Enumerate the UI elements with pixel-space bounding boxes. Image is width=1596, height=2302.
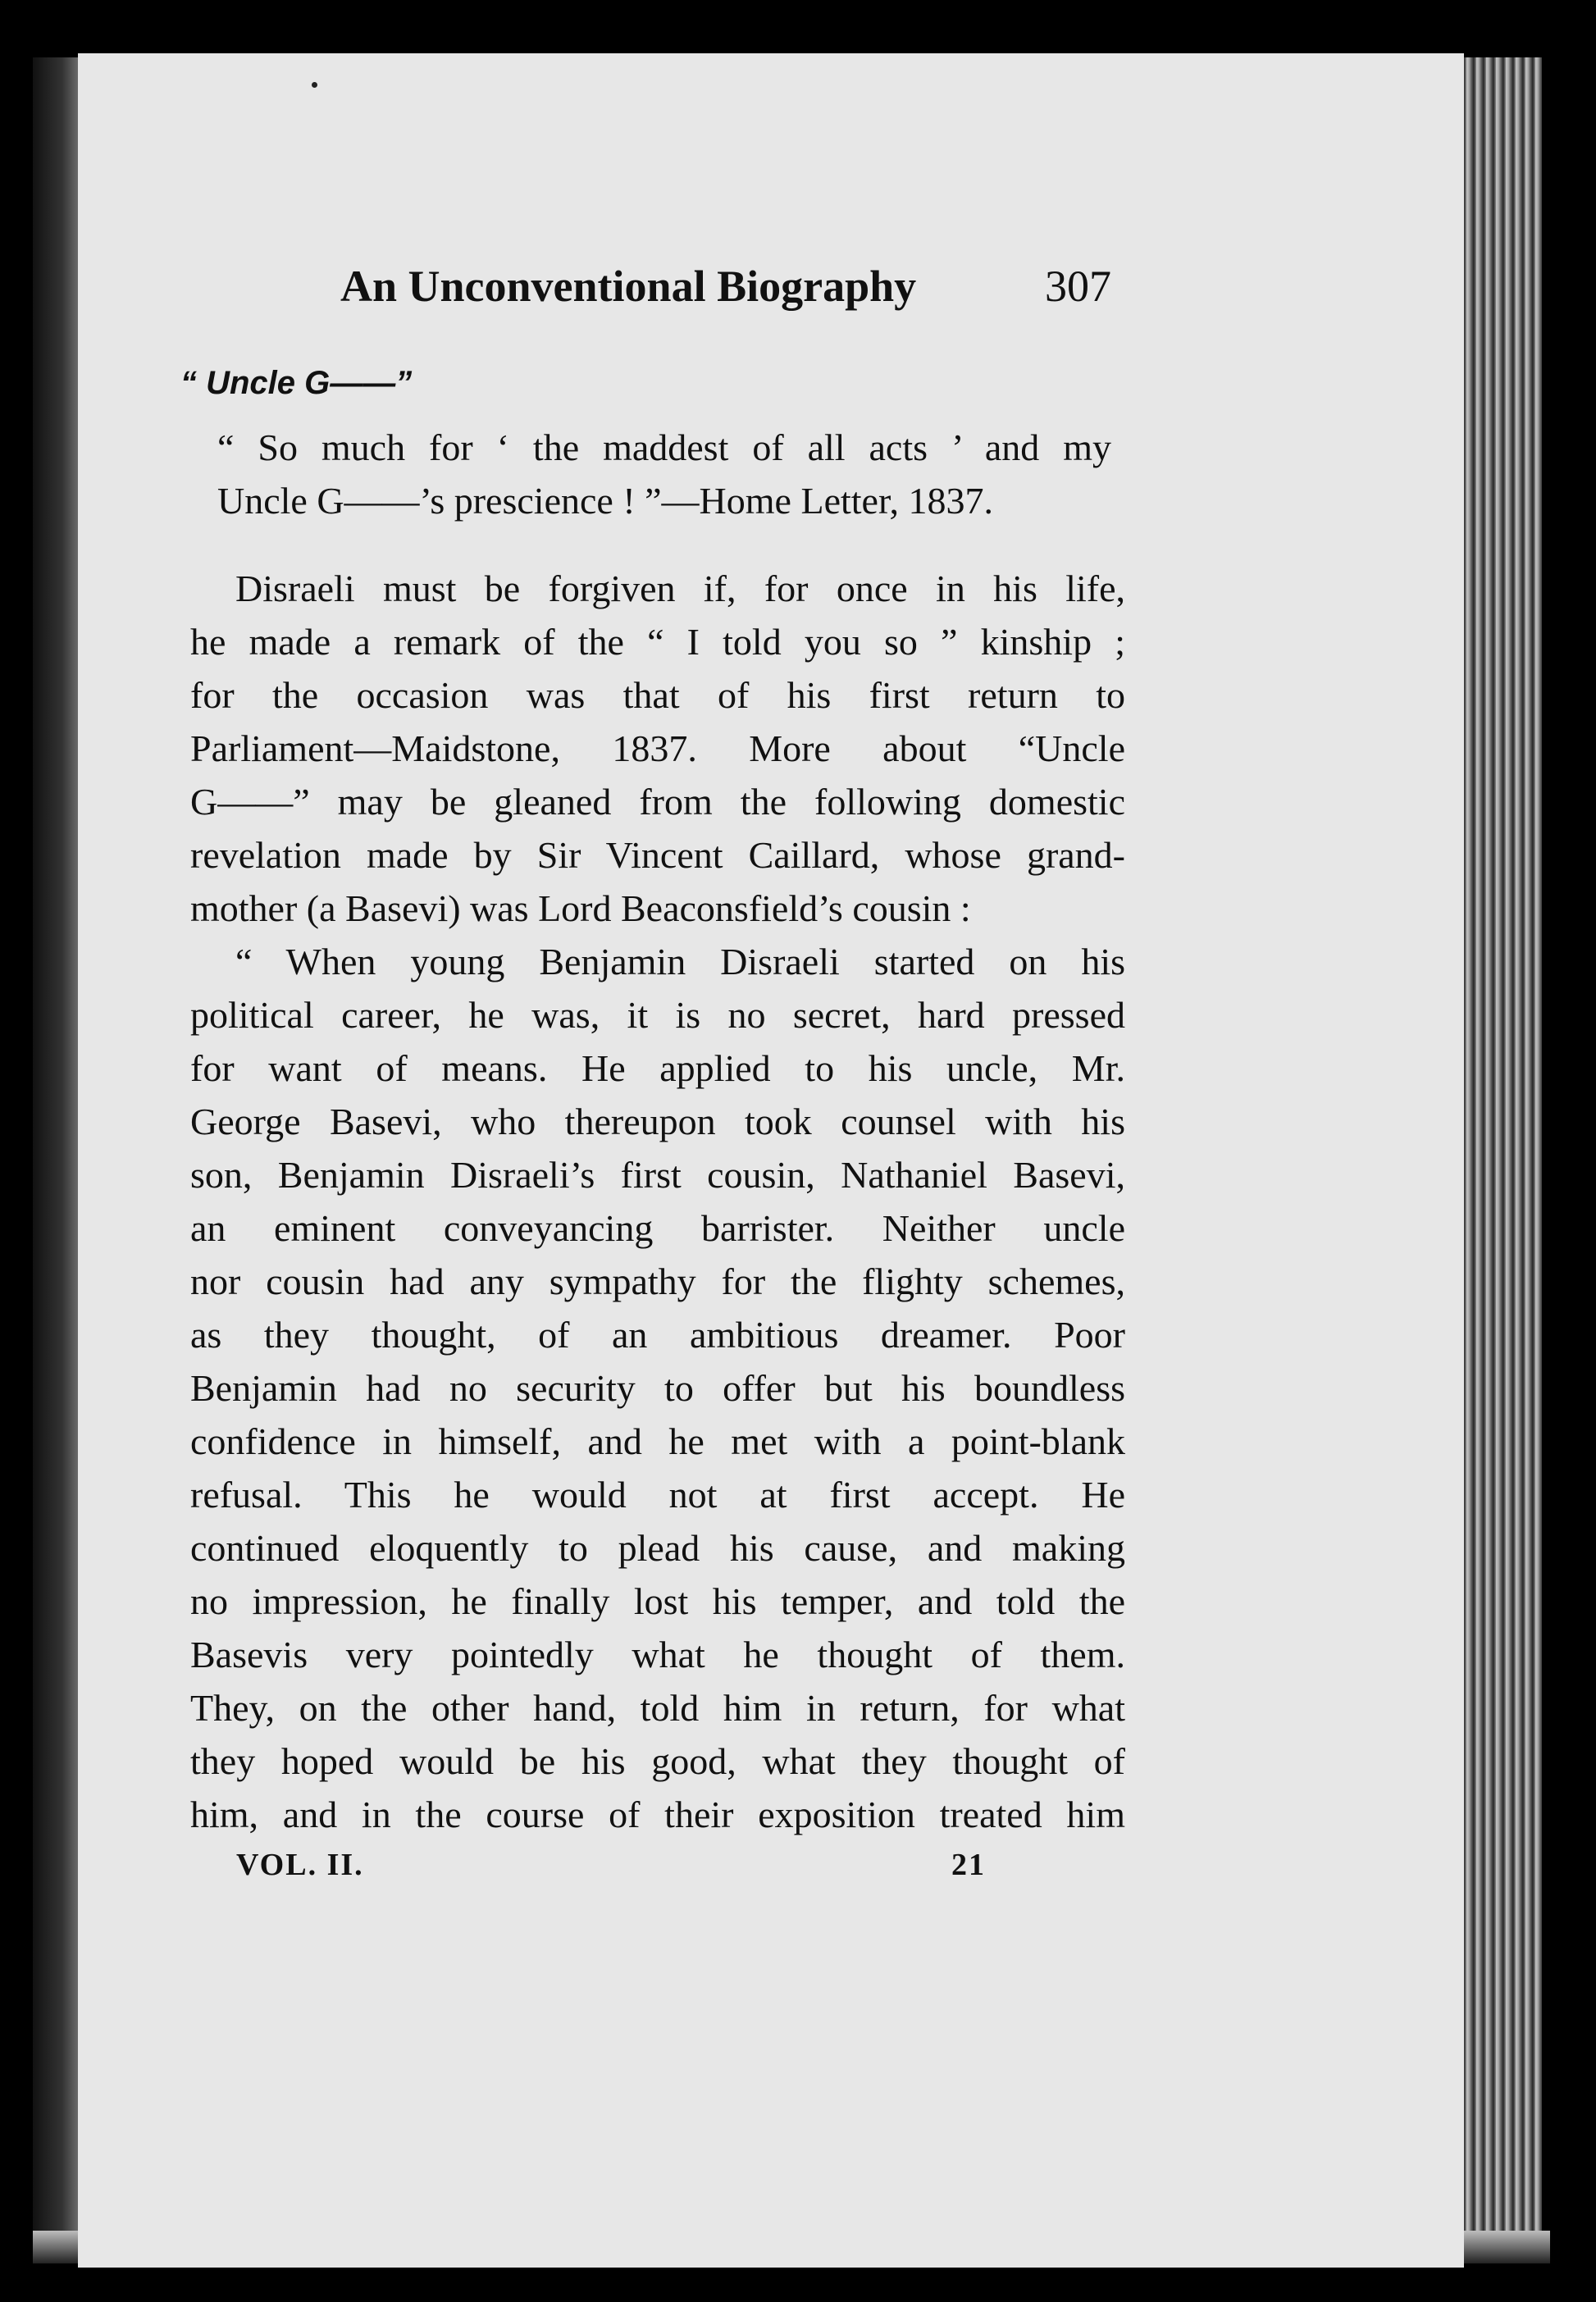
text-line: no impression, he finally lost his temper, and told the xyxy=(190,1580,1125,1622)
text-line: political career, he was, it is no secret, hard pressed xyxy=(190,994,1125,1036)
text-line: revelation made by Sir Vincent Caillard, whose grand- xyxy=(190,834,1125,876)
page-number: 307 xyxy=(1045,262,1111,311)
text-line: he made a remark of the “ I told you so ” kinship ; xyxy=(190,621,1125,663)
text-line: an eminent conveyancing barrister. Neither uncle xyxy=(190,1207,1125,1249)
text-line: G——” may be gleaned from the following domestic xyxy=(190,781,1125,823)
running-head xyxy=(340,261,1111,318)
paper-speck xyxy=(312,82,317,88)
text-line: him, and in the course of their exposition treated him xyxy=(190,1794,1125,1835)
text-line: Disraeli must be forgiven if, for once in his life, xyxy=(235,568,1125,609)
text-line: They, on the other hand, told him in return, for what xyxy=(190,1687,1125,1729)
paragraph-2 xyxy=(190,935,1125,1841)
text-line: they hoped would be his good, what they thought of xyxy=(190,1740,1125,1782)
volume-mark: VOL. II. xyxy=(236,1848,364,1882)
text-line: “ When young Benjamin Disraeli started on his xyxy=(235,941,1125,982)
text-line: Parliament—Maidstone, 1837. More about “Uncle xyxy=(190,727,1125,769)
text-line: for want of means. He applied to his uncle, Mr. xyxy=(190,1047,1125,1089)
text-line: Benjamin had no security to offer but his boundless xyxy=(190,1367,1125,1409)
text-line: son, Benjamin Disraeli’s first cousin, Nathaniel Basevi, xyxy=(190,1154,1125,1196)
text-line: nor cousin had any sympathy for the flighty schemes, xyxy=(190,1260,1125,1302)
running-head-title: An Unconventional Biography xyxy=(340,262,917,311)
text-line: refusal. This he would not at first accept. He xyxy=(190,1474,1125,1516)
text-line: as they thought, of an ambitious dreamer. Poor xyxy=(190,1314,1125,1356)
paragraph-1 xyxy=(190,562,1125,935)
text-line: for the occasion was that of his first return to xyxy=(190,674,1125,716)
body-text xyxy=(190,562,1125,1841)
epigraph-line: Uncle G——’s prescience ! ”—Home Letter, 1837. xyxy=(217,480,993,522)
section-heading: “ Uncle G——” xyxy=(180,365,413,401)
epigraph xyxy=(217,422,1111,528)
text-line: continued eloquently to plead his cause, and making xyxy=(190,1527,1125,1569)
text-line: confidence in himself, and he met with a point-blank xyxy=(190,1420,1125,1462)
text-line: George Basevi, who thereupon took counsel with his xyxy=(190,1101,1125,1142)
epigraph-line: “ So much for ‘ the maddest of all acts ’ and my xyxy=(217,426,1111,468)
signature-mark: 21 xyxy=(951,1848,986,1882)
text-line: Basevis very pointedly what he thought of them. xyxy=(190,1634,1125,1675)
text-line: mother (a Basevi) was Lord Beaconsfield’s cousin : xyxy=(190,887,971,929)
